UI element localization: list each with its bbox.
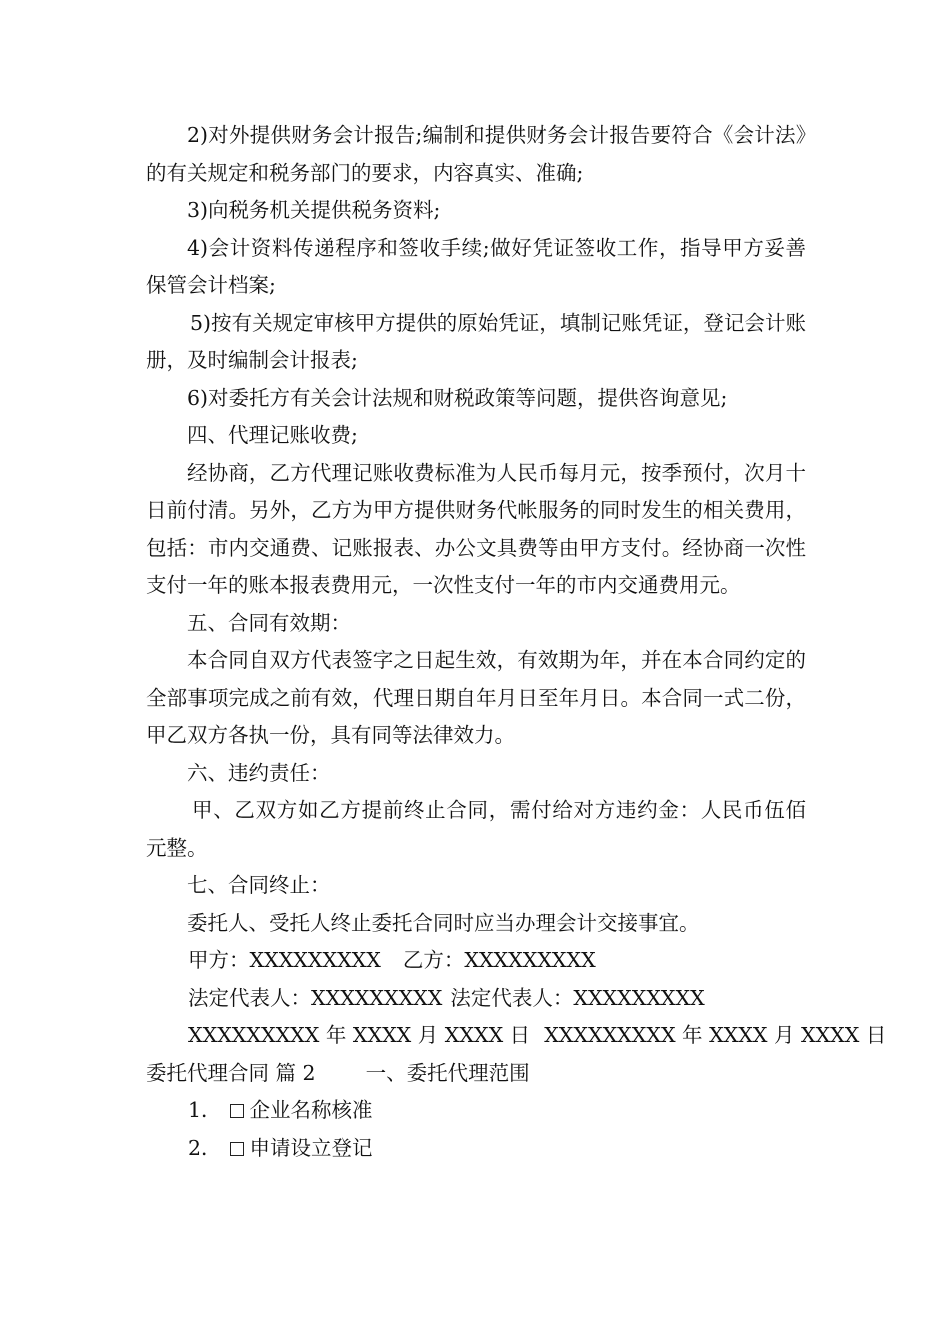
representative-b-label: 法定代表人：XXXXXXXXX: [450, 985, 705, 1010]
list-item-label: 企业名称核准: [249, 1098, 373, 1122]
signature-dates-row: [146, 1017, 887, 1055]
heading-termination: 七、合同终止：: [187, 873, 331, 897]
representative-a-label: 法定代表人：XXXXXXXXX: [188, 985, 443, 1010]
section2-title-row: [146, 1055, 806, 1093]
paragraph-termination: 委托人、受托人终止委托合同时应当办理会计交接事宜。: [187, 910, 700, 935]
signature-parties-row: [146, 942, 806, 980]
paragraph-tax-data: 3)向税务机关提供税务资料;: [187, 198, 441, 222]
party-b-label: 乙方：XXXXXXXXX: [402, 948, 596, 972]
section2-title: 委托代理合同 篇 2: [146, 1060, 316, 1085]
list-item-label: 申请设立登记: [249, 1135, 373, 1160]
list-item: [146, 1130, 806, 1168]
heading-breach: 六、违约责任：: [187, 760, 331, 785]
heading-fees: 四、代理记账收费;: [187, 423, 358, 447]
paragraph-validity: 本合同自双方代表签字之日起生效，有效期为年，并在本合同约定的全部事项完成之前有效，代理日期自年月日至年月日。本合同一式二份，甲乙双方各执一份，具有同等法律效力。: [146, 648, 806, 747]
signature-representatives-row: [146, 980, 806, 1018]
list-item-number: 2．: [188, 1135, 222, 1160]
list-item-number: 1．: [188, 1098, 222, 1122]
date-a-label: XXXXXXXXX 年 XXXX 月 XXXX 日: [188, 1023, 531, 1047]
checkbox-icon[interactable]: [230, 1142, 244, 1156]
paragraph-voucher-review: 5)按有关规定审核甲方提供的原始凭证，填制记账凭证，登记会计账册，及时编制会计报表;: [146, 310, 806, 372]
party-a-label: 甲方：XXXXXXXXX: [188, 948, 381, 972]
paragraph-breach: 甲、乙双方如乙方提前终止合同，需付给对方违约金：人民币伍佰元整。: [146, 798, 806, 860]
paragraph-fees: 经协商，乙方代理记账收费标准为人民币每月元，按季预付，次月十日前付清。另外，乙方为甲方提供财务代帐服务的同时发生的相关费用，包括：市内交通费、记账报表、办公文具费等由甲方支付。经协商一次性支付一年的账本报表费用元，一次性支付一年的市内交通费用元。: [146, 460, 806, 597]
heading-validity: 五、合同有效期：: [187, 610, 351, 635]
date-b-label: XXXXXXXXX 年 XXXX 月 XXXX 日: [544, 1023, 887, 1047]
document-body: [146, 117, 887, 1167]
paragraph-consulting: 6)对委托方有关会计法规和财税政策等问题，提供咨询意见;: [187, 385, 728, 410]
checkbox-icon[interactable]: [230, 1104, 244, 1118]
paragraph-financial-report: 2)对外提供财务会计报告;编制和提供财务会计报告要符合《会计法》的有关规定和税务部门的要求，内容真实、准确;: [146, 123, 806, 185]
paragraph-document-transfer: 4)会计资料传递程序和签收手续;做好凭证签收工作，指导甲方妥善保管会计档案;: [146, 235, 806, 297]
section2-heading: 一、委托代理范围: [365, 1060, 530, 1085]
list-item: [146, 1092, 806, 1130]
